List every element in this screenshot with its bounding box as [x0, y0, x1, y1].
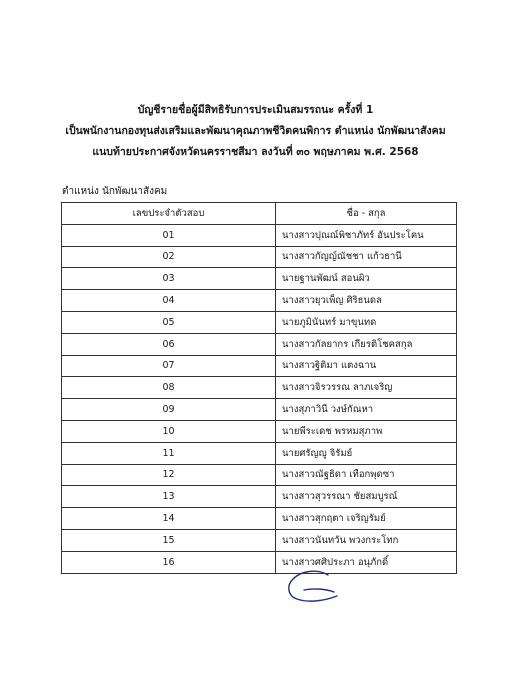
table-row: [62, 442, 457, 464]
table-row: [62, 246, 457, 268]
column-header-name: ชื่อ - สกุล: [276, 203, 457, 225]
signature: [282, 566, 342, 608]
table-row: [62, 551, 457, 573]
full-name-cell: นางสาวปุณณ์พิชาภัทร์ อันประโคน: [276, 224, 457, 246]
exam-id-cell: 04: [62, 290, 276, 312]
full-name-cell: นางสาวสุกฤตา เจริญรัมย์: [276, 508, 457, 530]
full-name-cell: นายภูมินันทร์ มาขุนทด: [276, 311, 457, 333]
exam-id-cell: 13: [62, 486, 276, 508]
full-name-cell: นางสาวยุวเพ็ญ ศิริธนดล: [276, 290, 457, 312]
full-name-cell: นางสาวณัฐธิดา เทือกพุดซา: [276, 464, 457, 486]
exam-id-cell: 07: [62, 355, 276, 377]
full-name-cell: นายศรัญญู จิรัมย์: [276, 442, 457, 464]
full-name-cell: นางสาวกัญญ์ณัชชา แก้วธานี: [276, 246, 457, 268]
exam-id-cell: 01: [62, 224, 276, 246]
exam-id-cell: 16: [62, 551, 276, 573]
full-name-cell: นายพีระเดช พรหมสุภาพ: [276, 420, 457, 442]
full-name-cell: นางสาวกัลยากร เกียรติโชคสกุล: [276, 333, 457, 355]
table-row: [62, 508, 457, 530]
table-row: [62, 268, 457, 290]
exam-id-cell: 14: [62, 508, 276, 530]
table-row: [62, 290, 457, 312]
full-name-cell: นายฐานพัฒน์ สอนผิว: [276, 268, 457, 290]
title-line-1: บัญชีรายชื่อผู้มีสิทธิรับการประเมินสมรรถนะ ครั้งที่ 1: [137, 104, 374, 116]
title-line-2: เป็นพนักงานกองทุนส่งเสริมและพัฒนาคุณภาพชีวิตคนพิการ ตำแหน่ง นักพัฒนาสังคม: [65, 125, 446, 137]
table-row: [62, 333, 457, 355]
candidate-table: [61, 202, 457, 574]
table-row: [62, 377, 457, 399]
full-name-cell: นางสาวสุวรรณา ชัยสมบูรณ์: [276, 486, 457, 508]
position-label: ตำแหน่ง นักพัฒนาสังคม: [62, 186, 168, 197]
exam-id-cell: 02: [62, 246, 276, 268]
table-header-row: [62, 203, 457, 225]
table-row: [62, 486, 457, 508]
exam-id-cell: 06: [62, 333, 276, 355]
full-name-cell: นางสาวจิรวรรณ ลาภเจริญ: [276, 377, 457, 399]
table-row: [62, 311, 457, 333]
exam-id-cell: 05: [62, 311, 276, 333]
exam-id-cell: 03: [62, 268, 276, 290]
full-name-cell: นางสาวนันทวัน พวงกระโทก: [276, 529, 457, 551]
table-row: [62, 420, 457, 442]
table-row: [62, 355, 457, 377]
table-row: [62, 224, 457, 246]
column-header-exam-id: เลขประจำตัวสอบ: [62, 203, 276, 225]
exam-id-cell: 09: [62, 399, 276, 421]
exam-id-cell: 10: [62, 420, 276, 442]
table-row: [62, 529, 457, 551]
document-title: [0, 100, 511, 163]
title-line-3: แนบท้ายประกาศจังหวัดนครราชสีมา ลงวันที่ ๓๐ พฤษภาคม พ.ศ. 2568: [92, 146, 419, 158]
table-row: [62, 399, 457, 421]
exam-id-cell: 15: [62, 529, 276, 551]
exam-id-cell: 11: [62, 442, 276, 464]
exam-id-cell: 12: [62, 464, 276, 486]
full-name-cell: นางสาวศศิประภา อนุภักดิ์: [276, 551, 457, 573]
table-row: [62, 464, 457, 486]
exam-id-cell: 08: [62, 377, 276, 399]
full-name-cell: นางสุภาวินี วงษ์กัณหา: [276, 399, 457, 421]
full-name-cell: นางสาวฐิติมา แตงฉาน: [276, 355, 457, 377]
